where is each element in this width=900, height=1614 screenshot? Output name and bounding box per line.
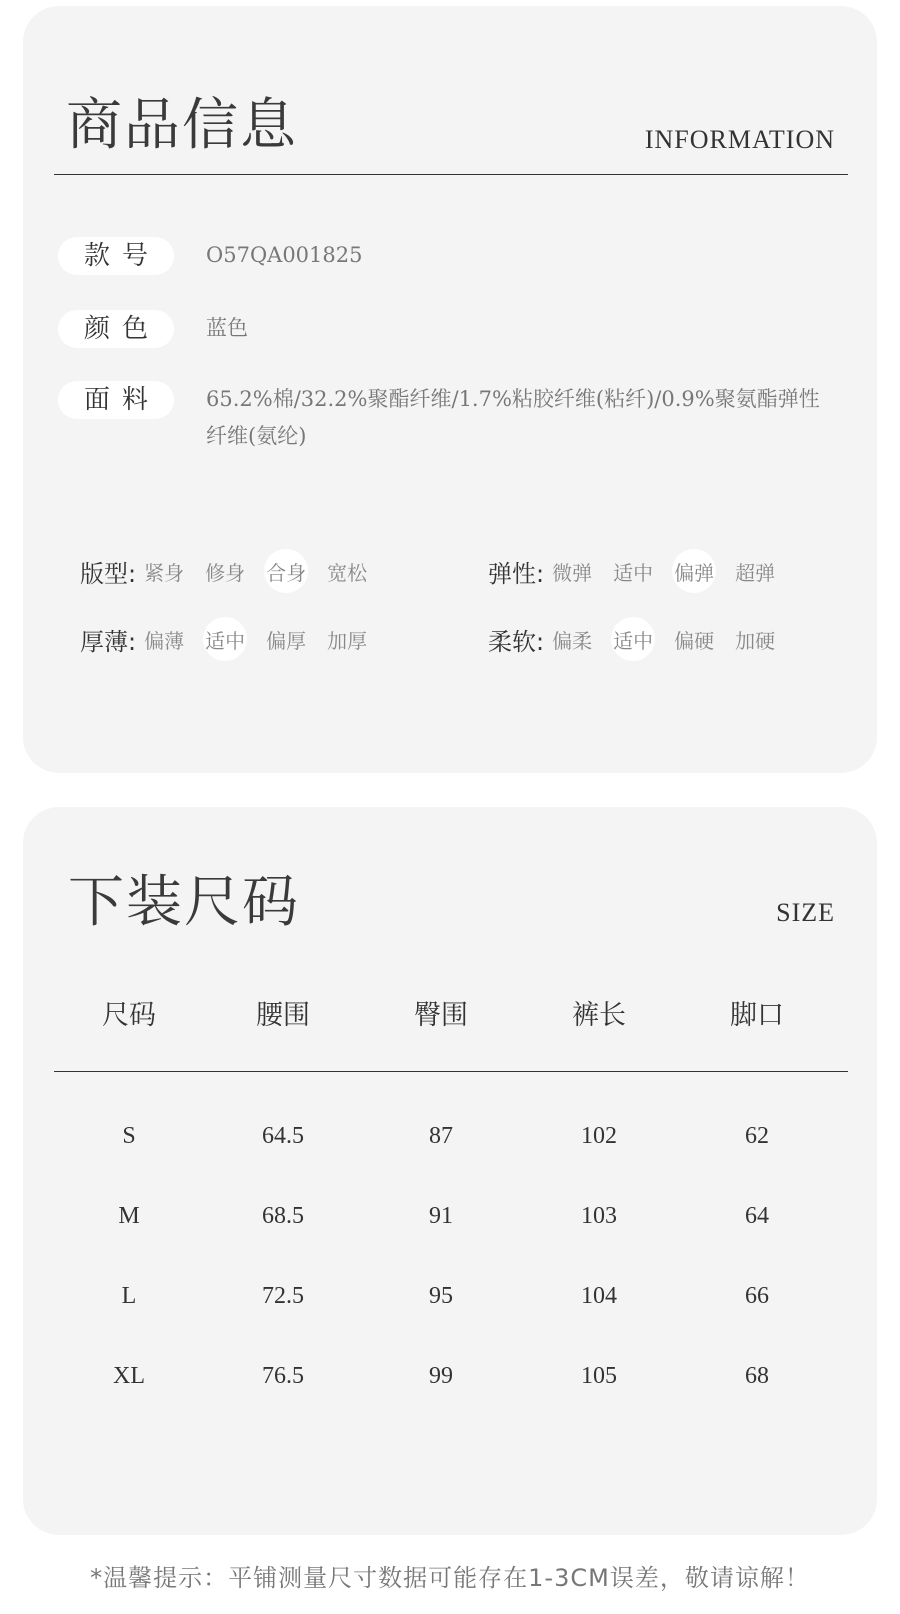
cell-waist: 72.5 — [262, 1283, 304, 1309]
header-length: 裤长 — [572, 1000, 626, 1031]
size-chart-card — [23, 807, 877, 1535]
cell-size: M — [118, 1203, 140, 1229]
attr-option: 修身 — [205, 560, 246, 585]
info-title-en: INFORMATION — [644, 125, 835, 154]
attr-option: 超弹 — [735, 560, 776, 585]
attr-softness — [488, 619, 794, 659]
attr-option: 偏柔 — [552, 628, 593, 653]
attr-option: 紧身 — [144, 560, 185, 585]
attr-option: 宽松 — [327, 560, 368, 585]
fabric-value-line-2: 纤维(氨纶) — [206, 424, 307, 448]
size-title: 下装尺码 — [68, 870, 300, 935]
size-title-en: SIZE — [776, 898, 835, 927]
attr-thickness-label: 厚薄: — [80, 627, 137, 656]
style-number-value: O57QA001825 — [206, 243, 363, 267]
style-number-label: 款号 — [58, 237, 174, 275]
attr-option: 适中 — [203, 617, 247, 661]
attr-option: 加厚 — [327, 628, 368, 653]
cell-size: S — [122, 1123, 136, 1149]
header-size: 尺码 — [102, 1000, 156, 1031]
attr-fit-label: 版型: — [80, 559, 137, 588]
cell-length: 105 — [581, 1363, 617, 1389]
cell-hip: 95 — [429, 1283, 453, 1309]
attr-option: 适中 — [613, 560, 654, 585]
fabric-value — [206, 381, 820, 455]
attr-option: 偏硬 — [674, 628, 715, 653]
size-table-divider — [54, 1071, 848, 1072]
table-row — [54, 1283, 849, 1310]
cell-hip: 87 — [429, 1123, 453, 1149]
attr-elasticity — [488, 551, 794, 591]
attr-option: 微弹 — [552, 560, 593, 585]
cell-hip: 91 — [429, 1203, 453, 1229]
attr-option: 适中 — [611, 617, 655, 661]
attr-option: 偏厚 — [266, 628, 307, 653]
table-row — [54, 1123, 849, 1150]
cell-length: 104 — [581, 1283, 617, 1309]
info-divider — [54, 174, 848, 175]
fabric-value-line-1: 65.2%棉/32.2%聚酯纤维/1.7%粘胶纤维(粘纤)/0.9%聚氨酯弹性 — [206, 387, 820, 411]
cell-hem: 66 — [745, 1283, 769, 1309]
cell-hem: 64 — [745, 1203, 769, 1229]
attr-elasticity-label: 弹性: — [488, 559, 545, 588]
table-row — [54, 1363, 849, 1390]
cell-size: L — [121, 1283, 137, 1309]
attr-option: 偏薄 — [144, 628, 185, 653]
attr-option: 合身 — [264, 549, 308, 593]
product-info-card — [23, 6, 877, 773]
cell-hem: 62 — [745, 1123, 769, 1149]
cell-waist: 64.5 — [262, 1123, 304, 1149]
attr-option: 偏弹 — [672, 549, 716, 593]
attr-option: 加硬 — [735, 628, 776, 653]
info-title: 商品信息 — [66, 93, 298, 158]
cell-length: 102 — [581, 1123, 617, 1149]
cell-waist: 68.5 — [262, 1203, 304, 1229]
header-hem: 脚口 — [730, 1000, 784, 1031]
cell-hem: 68 — [745, 1363, 769, 1389]
color-label: 颜色 — [58, 310, 174, 348]
color-value: 蓝色 — [206, 316, 248, 340]
fabric-label: 面料 — [58, 381, 174, 419]
cell-waist: 76.5 — [262, 1363, 304, 1389]
header-hip: 臀围 — [414, 1000, 468, 1031]
header-waist: 腰围 — [256, 1000, 310, 1031]
cell-length: 103 — [581, 1203, 617, 1229]
attr-thickness — [80, 619, 386, 659]
table-row — [54, 1203, 849, 1230]
cell-hip: 99 — [429, 1363, 453, 1389]
attr-softness-label: 柔软: — [488, 627, 545, 656]
measurement-note: *温馨提示：平铺测量尺寸数据可能存在1-3CM误差，敬请谅解！ — [90, 1564, 810, 1592]
size-table-header — [54, 993, 849, 1032]
cell-size: XL — [113, 1363, 145, 1389]
attr-fit — [80, 551, 386, 591]
